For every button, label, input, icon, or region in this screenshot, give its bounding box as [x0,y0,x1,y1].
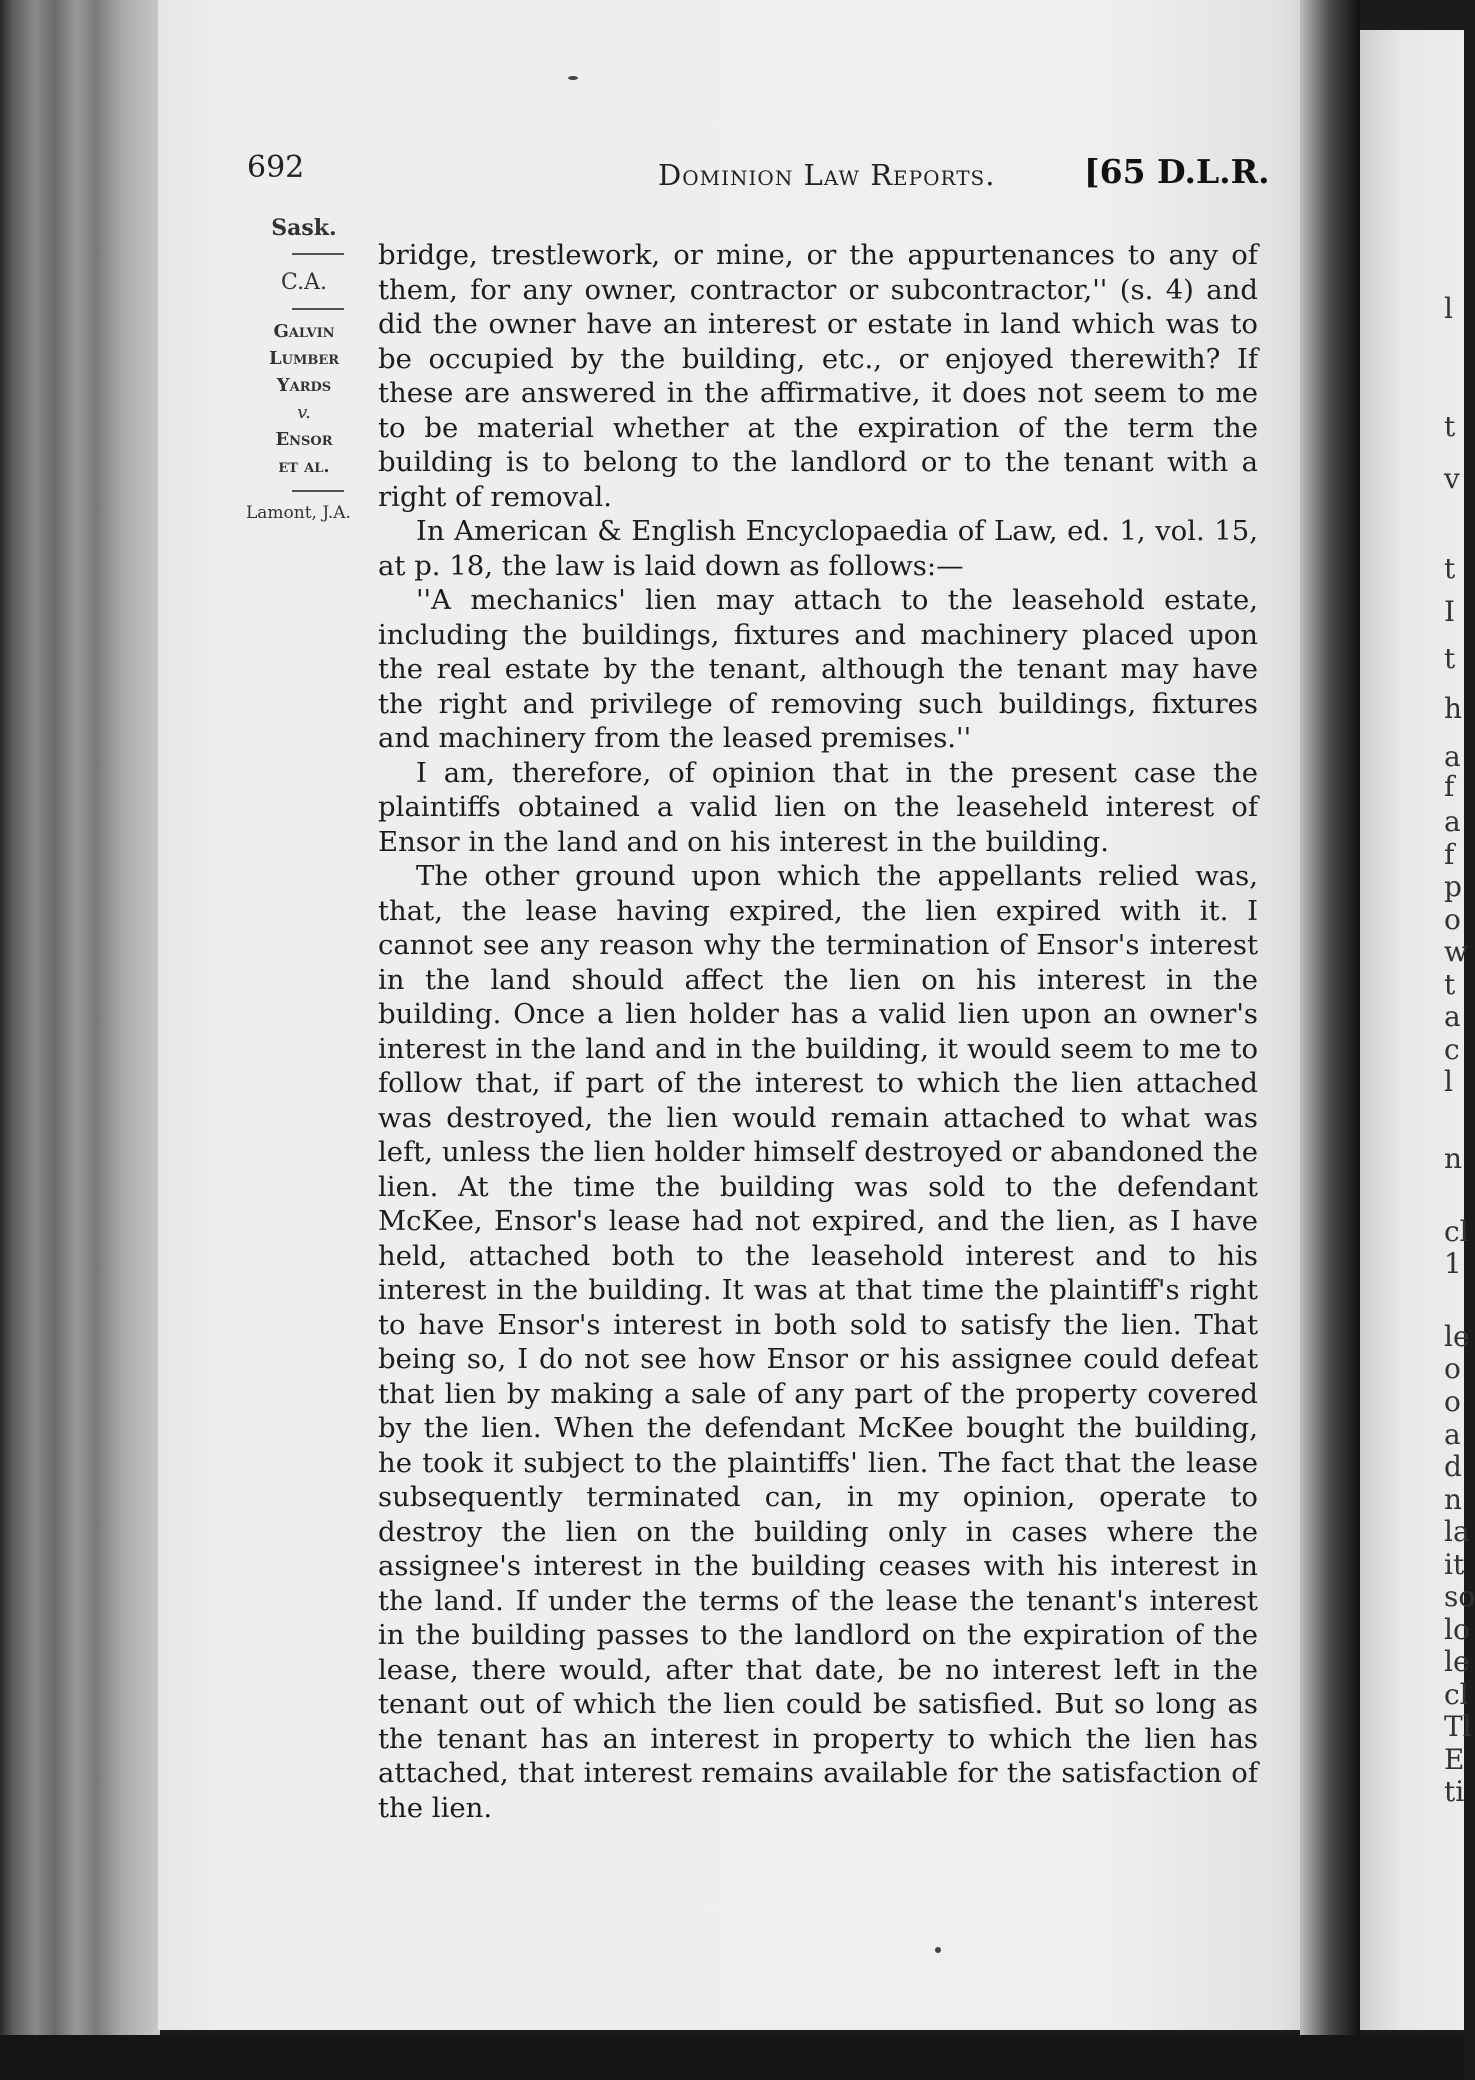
facing-fragment: f [1444,838,1455,871]
facing-fragment: c [1444,1033,1460,1066]
facing-fragment: so [1444,1580,1475,1613]
facing-fragment: t [1444,552,1456,585]
facing-fragment: o [1444,903,1461,936]
facing-fragment: a [1444,1418,1461,1451]
facing-fragment: w [1444,935,1468,968]
margin-case-name [234,318,374,480]
case-name-line: Yards [276,375,332,396]
facing-page-edge [1360,30,1475,2030]
case-name-line: v. [297,402,311,423]
facing-fragment: o [1444,1385,1461,1418]
facing-fragment: n [1444,1483,1463,1516]
facing-fragment: t [1444,968,1456,1001]
facing-fragment: lo [1444,1613,1470,1646]
facing-fragment: o [1444,1352,1461,1385]
facing-fragment: Tl [1444,1710,1472,1743]
margin-divider [292,308,344,310]
paragraph: bridge, trestlework, or mine, or the appurtenances to any of them, for any owner, contractor or subcontractor,'' (s. 4) and did the owner have an interest or estate in land which was to be occupied by the building, etc., or enjoyed therewith? If these are answered in the affirmative, it does not seem to me to be material whether at the expiration of the term the building is to belong to the landlord or to the tenant with a right of removal. [378,239,1258,513]
facing-fragment: t [1444,410,1456,443]
facing-fragment: a [1444,740,1461,773]
judgment-text [378,238,1258,1825]
paragraph: I am, therefore, of opinion that in the present case the plaintiffs obtained a valid lien on the leaseheld interest of Ensor in the land and on his interest in the building. [378,756,1258,858]
paragraph: The other ground upon which the appellants relied was, that, the lease having expired, the lien expired with it. I cannot see any reason why the termination of Ensor's interest in the land should affect the lien on his interest in the building. Once a lien holder has a valid lien upon an owner's interest in the land and in the building, it would seem to me to follow that, if part of the interest to which the lien attached was destroyed, the lien would remain attached to what was left, unless the lien holder himself destroyed or abandoned the lien. At the time the building was sold to the defendant McKee, Ensor's lease had not expired, and the lien, as I have held, attached both to the leasehold interest and to his interest in the building. It was at that time the plaintiff's right to have Ensor's interest in both sold to satisfy the lien. That being so, I do not see how Ensor or his assignee could defeat that lien by making a sale of any part of the property covered by the lien. When the defendant McKee bought the building, he took it subject to the plaintiffs' lien. The fact that the lease subsequently terminated can, in my opinion, operate to destroy the lien on the building only in cases where the assignee's interest in the building ceases with his interest in the land. If under the terms of the lease the tenant's interest in the building passes to the landlord on the expiration of the lease, there would, after that date, be no interest left in the tenant out of which the lien could be satisfied. But so long as the tenant has an interest in property to which the lien has attached, that interest remains available for the satisfaction of the lien. [378,860,1258,1824]
scanner-background [0,2035,1464,2080]
scan-speck [935,1947,941,1953]
facing-fragment: f [1444,770,1455,803]
margin-court: C.A. [281,270,327,295]
page-number: 692 [247,150,305,185]
facing-fragment: le [1444,1645,1470,1678]
volume-reference: [65 D.L.R. [1084,152,1270,191]
scan-speck [568,76,578,80]
facing-fragment: E [1444,1743,1465,1776]
facing-fragment: I [1444,595,1456,628]
facing-fragment: a [1444,1000,1461,1033]
facing-fragment: t [1444,642,1456,675]
facing-fragment: it [1444,1548,1465,1581]
book-page-edges [0,0,160,2080]
case-name-line: Ensor [275,429,333,450]
facing-fragment: n [1444,1142,1463,1175]
facing-fragment: 1 [1444,1247,1462,1280]
facing-fragment: v [1444,462,1460,495]
margin-province: Sask. [271,215,337,241]
facing-fragment: la [1444,1515,1470,1548]
facing-fragment: l [1444,1065,1453,1098]
facing-fragment: le [1444,1320,1470,1353]
running-title: Dominion Law Reports. [658,158,996,192]
case-name-line: Galvin [273,321,335,342]
book-gutter [1300,0,1360,2080]
facing-fragment: p [1444,870,1462,903]
facing-fragment: l [1444,292,1453,325]
facing-fragment: cl [1444,1678,1469,1711]
quotation: ''A mechanics' lien may attach to the leasehold estate, including the buildings, fixtures and machinery placed upon the real estate by the tenant, although the tenant may have the right and privilege of removing such buildings, fixtures and machinery from the leased premises.'' [378,584,1258,754]
margin-divider [292,490,344,492]
margin-divider [292,253,344,255]
facing-fragment: h [1444,692,1463,725]
facing-fragment: ti [1444,1775,1465,1808]
margin-judge: Lamont, J.A. [246,503,351,523]
facing-fragment: cl [1444,1215,1469,1248]
facing-fragment: d [1444,1450,1462,1483]
case-name-line: et al. [278,456,330,477]
paragraph: In American & English Encyclopaedia of Law, ed. 1, vol. 15, at p. 18, the law is laid down as follows:— [378,515,1258,582]
case-name-line: Lumber [268,348,340,369]
facing-fragment: a [1444,805,1461,838]
